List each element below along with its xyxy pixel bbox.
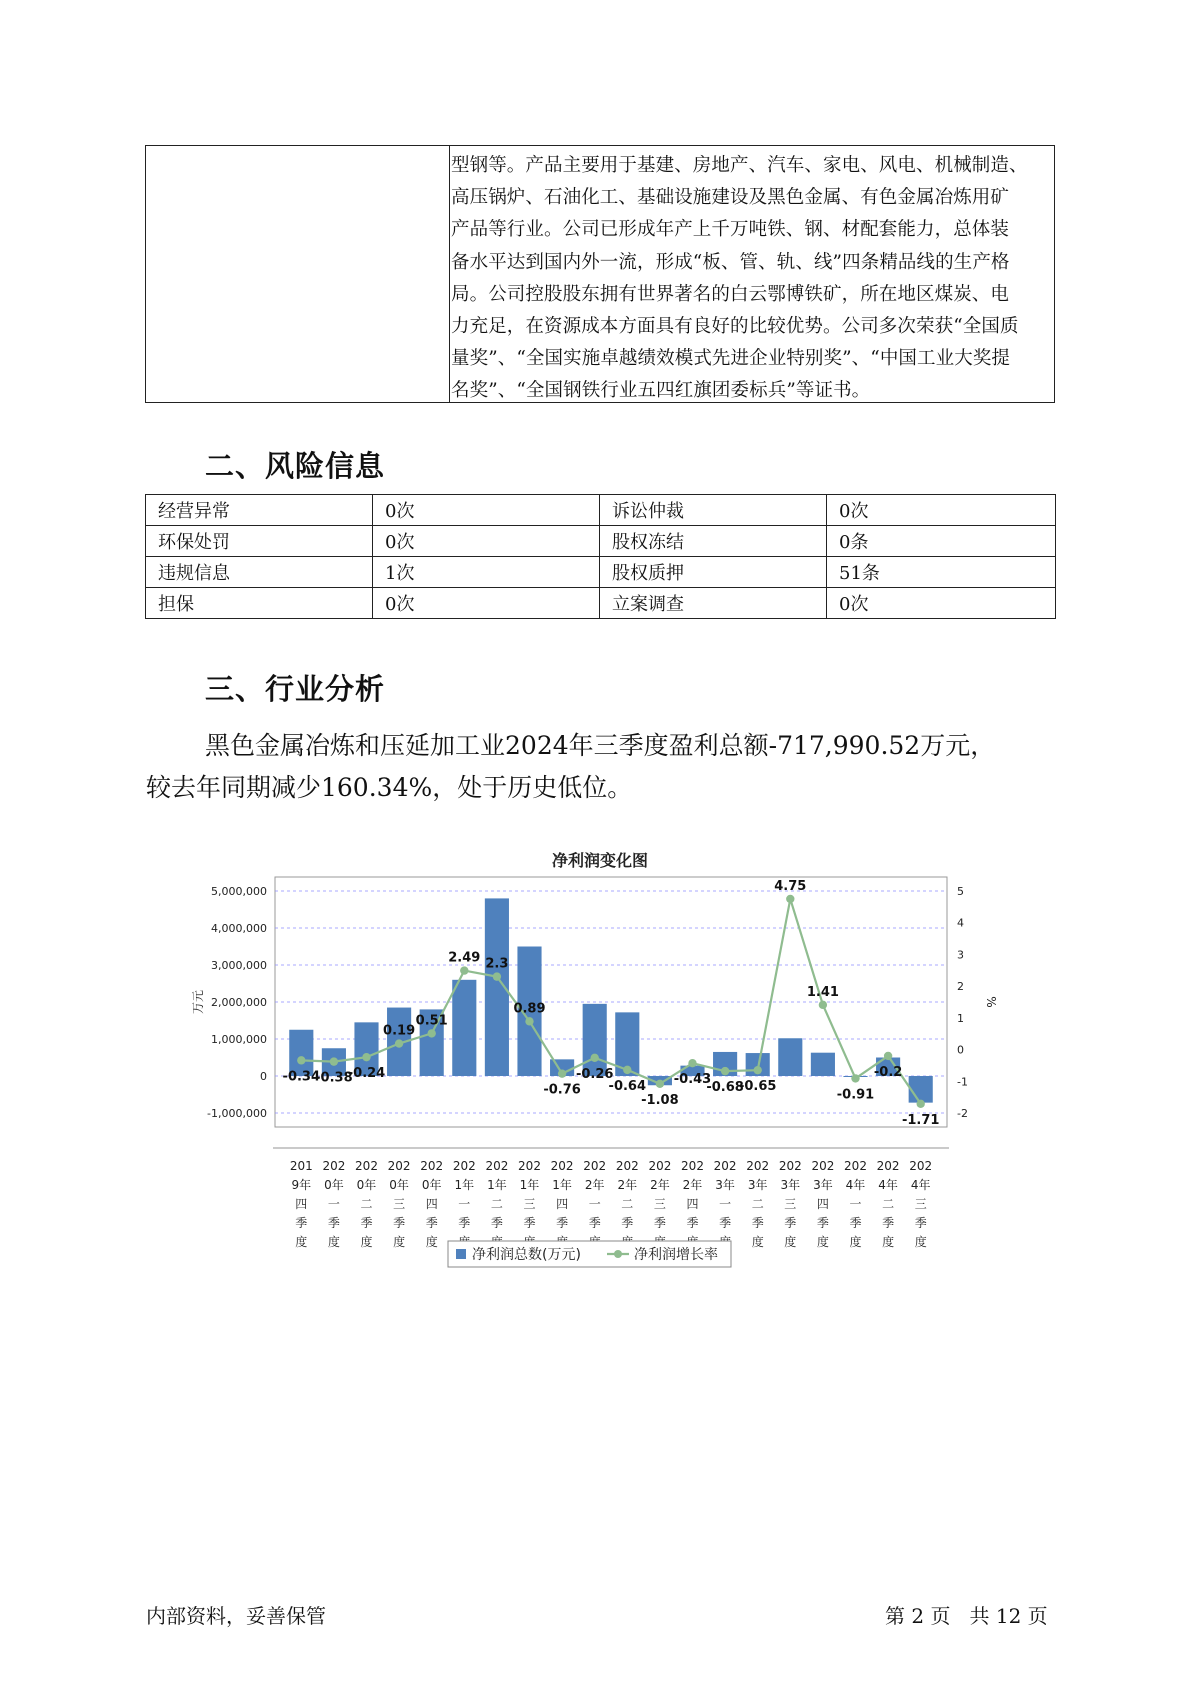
data-label: 0.51 <box>415 1013 448 1029</box>
desc-line: 产品等行业。公司已形成年产上千万吨铁、钢、材配套能力，总体装 <box>451 219 1010 241</box>
bar <box>909 1076 933 1103</box>
y2-axis-title: % <box>984 996 998 1008</box>
growth-rate-point <box>591 1054 599 1062</box>
desc-line: 高压锅炉、石油化工、基础设施建设及黑色金属、有色金属冶炼用矿 <box>451 187 1010 209</box>
growth-rate-point <box>721 1067 729 1075</box>
y-tick-label: 1,000,000 <box>211 1033 267 1046</box>
data-label: -0.91 <box>836 1087 875 1103</box>
x-tick-label: 202 <box>355 1159 378 1173</box>
growth-rate-point <box>395 1039 403 1047</box>
risk-value: 0次 <box>373 526 600 557</box>
growth-rate-point <box>819 1001 827 1009</box>
x-tick-label: 201 <box>289 1159 313 1173</box>
x-tick-label: 一 <box>458 1197 471 1211</box>
data-label: -0.76 <box>543 1082 581 1098</box>
x-tick-label: 202 <box>452 1159 476 1173</box>
y2-tick-label: -1 <box>957 1075 968 1089</box>
data-label: 4.75 <box>774 878 807 894</box>
x-tick-label: 季 <box>914 1216 927 1230</box>
data-label: -1.71 <box>901 1112 940 1128</box>
data-label: -0.26 <box>575 1066 614 1082</box>
x-tick-label: 季 <box>295 1216 308 1230</box>
x-tick-label: 季 <box>360 1216 373 1230</box>
risk-label: 担保 <box>146 588 373 619</box>
risk-value: 0次 <box>827 588 1056 619</box>
x-tick-label: 202 <box>420 1159 444 1173</box>
x-tick-label: 三 <box>653 1197 666 1211</box>
data-label: -0.34 <box>282 1069 321 1085</box>
x-tick-label: 四 <box>556 1197 569 1211</box>
desc-line: 型钢等。产品主要用于基建、房地产、汽车、家电、风电、机械制造、 <box>451 155 1028 176</box>
footer-confidential-note: 内部资料，妥善保管 <box>146 1604 326 1628</box>
x-tick-label: 季 <box>425 1216 438 1230</box>
growth-rate-point <box>884 1052 892 1060</box>
growth-rate-point <box>428 1029 436 1037</box>
y-tick-label: 4,000,000 <box>211 922 267 935</box>
x-tick-label: 3年 <box>747 1178 768 1192</box>
x-tick-label: 0年 <box>324 1178 344 1192</box>
table-column-divider <box>449 146 450 402</box>
growth-rate-point <box>688 1059 696 1067</box>
x-tick-label: 度 <box>816 1235 829 1249</box>
data-label: 2.49 <box>448 950 481 966</box>
risk-value: 0条 <box>827 526 1056 557</box>
x-tick-label: 2年 <box>650 1178 670 1192</box>
x-tick-label: 2年 <box>584 1178 605 1192</box>
data-label: 2.3 <box>485 956 509 972</box>
x-tick-label: 1年 <box>487 1178 507 1192</box>
bar <box>452 980 476 1076</box>
x-tick-label: 一 <box>719 1197 732 1211</box>
y-tick-label: 3,000,000 <box>211 959 267 972</box>
x-tick-label: 202 <box>876 1159 900 1173</box>
table-row <box>146 557 1056 588</box>
industry-paragraph-line: 黑色金属冶炼和压延加工业2024年三季度盈利总额-717,990.52万元， <box>205 731 996 760</box>
growth-rate-point <box>330 1057 338 1065</box>
risk-value: 0次 <box>373 588 600 619</box>
x-tick-label: 202 <box>615 1159 639 1173</box>
x-tick-label: 度 <box>295 1235 308 1249</box>
data-label: -0.24 <box>347 1066 386 1082</box>
y-tick-label: 0 <box>260 1070 267 1083</box>
x-tick-label: 0年 <box>389 1178 409 1192</box>
x-tick-label: 季 <box>327 1216 340 1230</box>
growth-rate-point <box>493 972 501 980</box>
x-tick-label: 四 <box>295 1197 308 1211</box>
risk-value: 0次 <box>373 495 600 526</box>
x-tick-label: 季 <box>882 1216 895 1230</box>
y-tick-label: 5,000,000 <box>211 885 267 898</box>
x-tick-label: 三 <box>914 1197 927 1211</box>
x-tick-label: 一 <box>327 1197 340 1211</box>
x-tick-label: 1年 <box>454 1178 475 1192</box>
legend-bar-swatch <box>456 1249 466 1259</box>
x-tick-label: 202 <box>518 1159 541 1173</box>
x-tick-label: 度 <box>360 1235 373 1249</box>
growth-rate-point <box>754 1066 762 1074</box>
data-label: 0.89 <box>513 1001 546 1017</box>
data-label: -0.43 <box>673 1072 712 1088</box>
risk-label: 股权冻结 <box>600 526 827 557</box>
y2-tick-label: 0 <box>957 1043 964 1057</box>
x-tick-label: 2年 <box>682 1178 703 1192</box>
growth-rate-point <box>460 966 468 974</box>
x-tick-label: 202 <box>844 1159 867 1173</box>
bar <box>778 1038 802 1076</box>
growth-rate-point <box>297 1056 305 1064</box>
x-tick-label: 季 <box>588 1216 601 1230</box>
x-tick-label: 季 <box>784 1216 797 1230</box>
desc-line: 局。公司控股股东拥有世界著名的白云鄂博铁矿，所在地区煤炭、电 <box>451 283 1010 305</box>
x-tick-label: 季 <box>490 1216 503 1230</box>
footer-page-number: 第 2 页 共 12 页 <box>885 1604 1048 1628</box>
x-tick-label: 季 <box>751 1216 764 1230</box>
x-tick-label: 2年 <box>617 1178 638 1192</box>
table-row <box>146 495 1056 526</box>
x-tick-label: 季 <box>816 1216 829 1230</box>
x-tick-label: 三 <box>784 1197 797 1211</box>
x-tick-label: 4年 <box>845 1178 866 1192</box>
growth-rate-point <box>786 895 794 903</box>
risk-label: 环保处罚 <box>146 526 373 557</box>
growth-rate-point <box>656 1080 664 1088</box>
y-axis-title: 万元 <box>191 989 205 1015</box>
x-tick-label: 度 <box>751 1235 764 1249</box>
x-tick-label: 202 <box>550 1159 574 1173</box>
x-tick-label: 1年 <box>519 1178 540 1192</box>
x-tick-label: 202 <box>648 1159 672 1173</box>
data-label: 1.41 <box>806 984 839 1000</box>
x-tick-label: 二 <box>882 1197 895 1211</box>
x-tick-label: 202 <box>909 1159 933 1173</box>
x-tick-label: 3年 <box>715 1178 735 1192</box>
data-label: 0.19 <box>383 1023 416 1039</box>
risk-table <box>145 494 1056 619</box>
x-tick-label: 202 <box>713 1159 737 1173</box>
desc-line: 量奖”、“全国实施卓越绩效模式先进企业特别奖”、“中国工业大奖提 <box>451 348 1011 370</box>
x-tick-label: 二 <box>490 1197 503 1211</box>
data-label: -0.64 <box>608 1078 647 1094</box>
x-tick-label: 3年 <box>813 1178 833 1192</box>
x-tick-label: 4年 <box>878 1178 898 1192</box>
x-tick-label: 二 <box>621 1197 634 1211</box>
x-tick-label: 季 <box>653 1216 666 1230</box>
data-label: -0.68 <box>706 1080 744 1096</box>
x-tick-label: 202 <box>778 1159 802 1173</box>
y2-tick-label: 5 <box>957 885 964 898</box>
x-tick-label: 一 <box>588 1197 601 1211</box>
y2-tick-label: 4 <box>957 916 964 930</box>
growth-rate-point <box>623 1066 631 1074</box>
x-tick-label: 季 <box>719 1216 732 1230</box>
y2-tick-label: -2 <box>957 1107 968 1120</box>
x-tick-label: 9年 <box>291 1178 312 1192</box>
x-tick-label: 202 <box>387 1159 411 1173</box>
x-tick-label: 四 <box>816 1197 829 1211</box>
x-tick-label: 季 <box>621 1216 634 1230</box>
data-label: -0.65 <box>738 1079 777 1095</box>
risk-value: 0次 <box>827 495 1056 526</box>
bar <box>583 1004 607 1076</box>
risk-value: 1次 <box>373 557 600 588</box>
risk-label: 经营异常 <box>146 495 373 526</box>
y2-tick-label: 2 <box>957 980 964 994</box>
x-tick-label: 季 <box>523 1216 536 1230</box>
chart-title: 净利润变化图 <box>551 851 649 870</box>
legend-bar-label: 净利润总数(万元) <box>472 1247 581 1263</box>
y2-tick-label: 1 <box>957 1011 964 1025</box>
company-description <box>451 150 1054 408</box>
x-tick-label: 季 <box>393 1216 406 1230</box>
data-label: -1.08 <box>641 1092 679 1108</box>
x-tick-label: 四 <box>686 1197 699 1211</box>
x-tick-label: 度 <box>849 1235 862 1249</box>
x-tick-label: 4年 <box>910 1178 931 1192</box>
risk-label: 违规信息 <box>146 557 373 588</box>
x-tick-label: 一 <box>849 1197 862 1211</box>
x-tick-label: 季 <box>686 1216 699 1230</box>
legend-line-label: 净利润增长率 <box>634 1247 718 1263</box>
section-heading-risk: 二、风险信息 <box>205 449 386 483</box>
data-label: -0.2 <box>873 1064 903 1080</box>
x-tick-label: 度 <box>914 1235 927 1249</box>
risk-value: 51条 <box>827 557 1056 588</box>
x-tick-label: 202 <box>583 1159 607 1173</box>
legend-line-marker <box>614 1250 622 1258</box>
x-tick-label: 0年 <box>421 1178 442 1192</box>
x-tick-label: 季 <box>849 1216 862 1230</box>
x-tick-label: 三 <box>523 1197 536 1211</box>
desc-line: 备水平达到国内外一流，形成“板、管、轨、线”四条精品线的生产格 <box>451 251 1010 273</box>
x-tick-label: 度 <box>327 1235 340 1249</box>
y2-tick-label: 3 <box>957 948 964 962</box>
x-tick-label: 度 <box>425 1235 438 1249</box>
growth-rate-point <box>362 1053 370 1061</box>
industry-paragraph-line: 较去年同期减少160.34%，处于历史低位。 <box>146 773 633 802</box>
x-tick-label: 0年 <box>356 1178 377 1192</box>
y-tick-label: 2,000,000 <box>211 996 267 1009</box>
growth-rate-point <box>525 1017 533 1025</box>
x-tick-label: 二 <box>751 1197 764 1211</box>
risk-label: 立案调查 <box>600 588 827 619</box>
y-tick-label: -1,000,000 <box>207 1107 267 1120</box>
x-tick-label: 季 <box>458 1216 471 1230</box>
x-tick-label: 度 <box>393 1235 406 1249</box>
desc-line: 名奖”、“全国钢铁行业五四红旗团委标兵”等证书。 <box>451 380 871 402</box>
x-tick-label: 季 <box>556 1216 569 1230</box>
risk-label: 股权质押 <box>600 557 827 588</box>
desc-line: 力充足，在资源成本方面具有良好的比较优势。公司多次荣获“全国质 <box>451 316 1019 338</box>
x-tick-label: 三 <box>393 1197 406 1211</box>
x-tick-label: 1年 <box>552 1178 572 1192</box>
growth-rate-point <box>558 1069 566 1077</box>
x-tick-label: 二 <box>360 1197 373 1211</box>
company-profile-table <box>145 145 1055 403</box>
x-tick-label: 3年 <box>780 1178 801 1192</box>
x-tick-label: 四 <box>425 1197 438 1211</box>
growth-rate-point <box>851 1074 859 1082</box>
x-tick-label: 202 <box>322 1159 346 1173</box>
x-tick-label: 202 <box>811 1159 835 1173</box>
x-tick-label: 202 <box>485 1159 509 1173</box>
x-tick-label: 度 <box>784 1235 797 1249</box>
risk-label: 诉讼仲裁 <box>600 495 827 526</box>
section-heading-industry: 三、行业分析 <box>205 672 386 706</box>
x-tick-label: 202 <box>746 1159 770 1173</box>
table-row <box>146 588 1056 619</box>
x-tick-label: 202 <box>681 1159 704 1173</box>
net-profit-chart <box>180 843 998 1293</box>
bar <box>811 1053 835 1076</box>
table-row <box>146 526 1056 557</box>
x-tick-label: 度 <box>882 1235 895 1249</box>
data-label: -0.38 <box>315 1070 353 1086</box>
growth-rate-point <box>917 1100 925 1108</box>
